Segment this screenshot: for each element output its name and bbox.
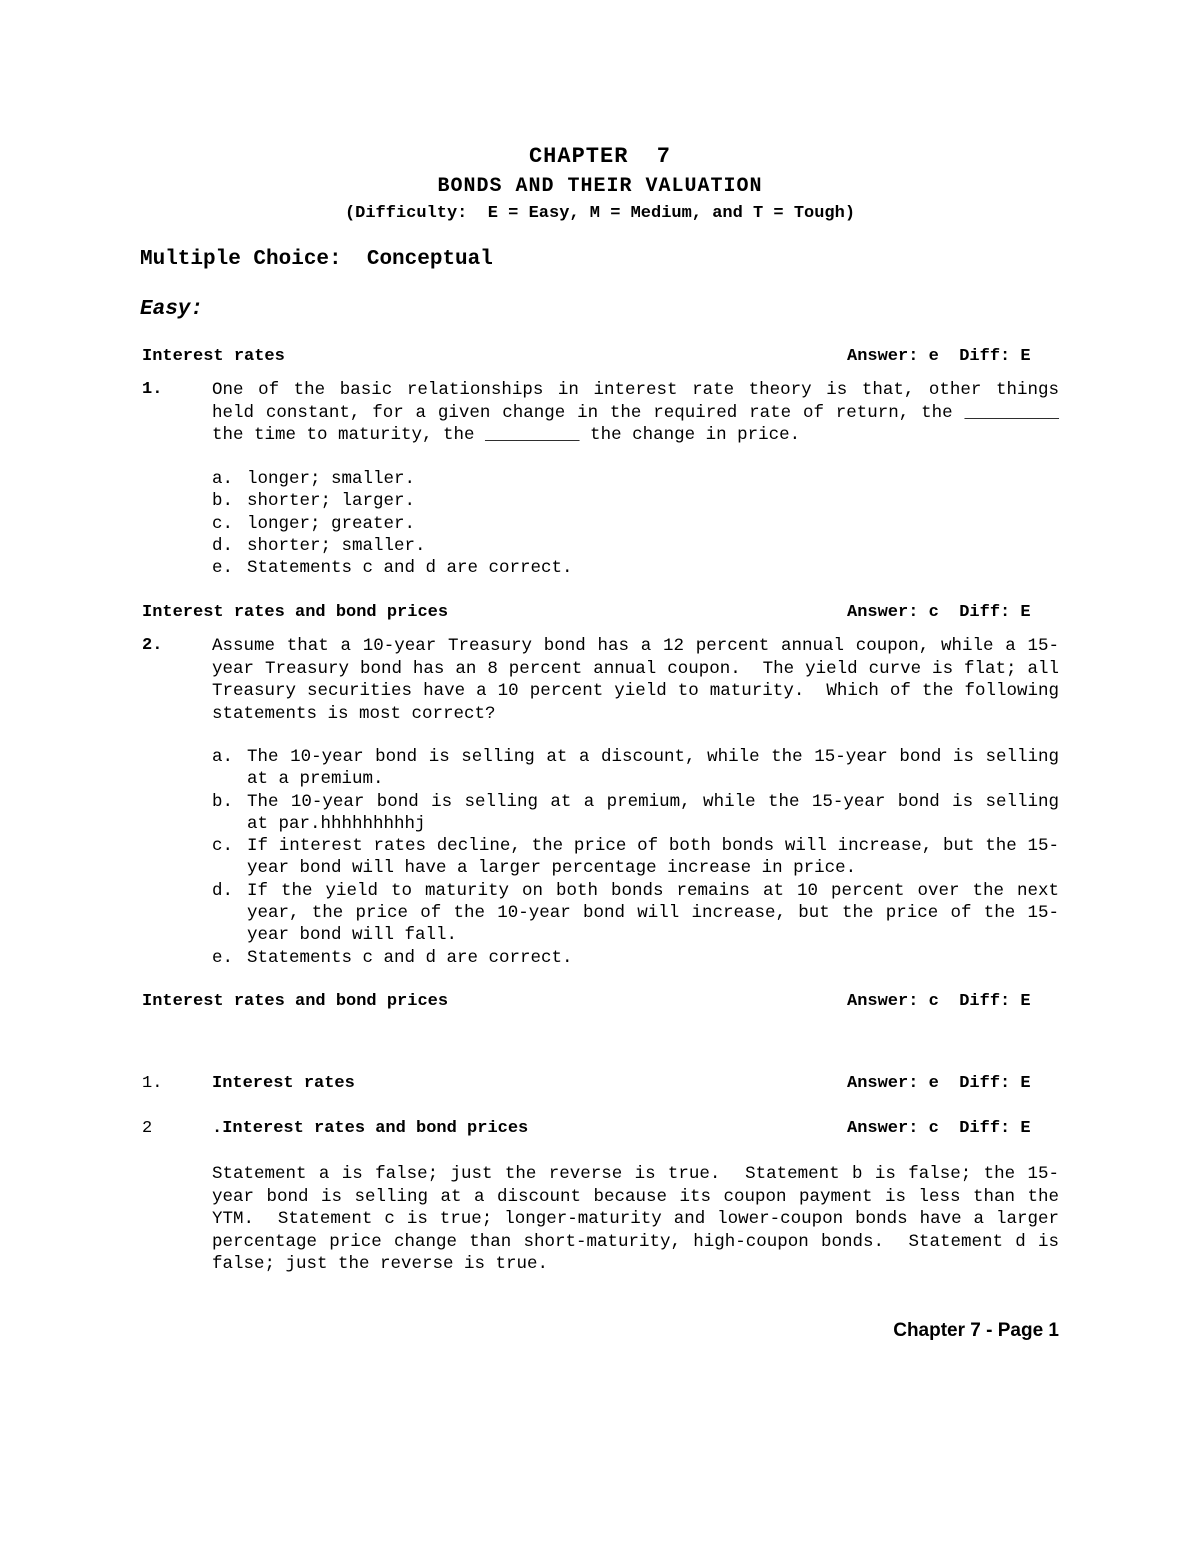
- question-2-option-c: [212, 835, 1059, 880]
- question-1-option-e: [212, 557, 1059, 579]
- solution-2-number: 2: [142, 1119, 153, 1138]
- option-text: longer; greater.: [247, 513, 416, 534]
- option-text: If interest rates decline, the price of both bonds will increase, but the 15-year bond will have a larger percentage increase in price.: [247, 836, 1059, 879]
- solution-1-answer: Answer: e Diff: E: [847, 1074, 1031, 1093]
- option-text: shorter; smaller.: [247, 535, 426, 556]
- question-1-options: [212, 468, 1059, 579]
- solution-2-topic: .Interest rates and bond prices: [212, 1119, 529, 1138]
- chapter-heading: CHAPTER 7: [528, 144, 672, 169]
- question-1-text: [212, 379, 1070, 447]
- question-2-number: 2.: [142, 636, 163, 655]
- option-text: If the yield to maturity on both bonds remains at 10 percent over the next year, the price of the 10-year bond will increase, but the price of the 15-year bond will fall.: [247, 880, 1059, 946]
- option-letter: c.: [212, 513, 234, 534]
- solution-1-topic: Interest rates: [212, 1074, 355, 1093]
- question-1-option-a: [212, 468, 1059, 490]
- solution-2-answer: Answer: c Diff: E: [847, 1119, 1031, 1138]
- option-letter: b.: [212, 491, 234, 512]
- question-1-answer: Answer: e Diff: E: [847, 347, 1031, 366]
- chapter-title: BONDS AND THEIR VALUATION: [437, 175, 763, 198]
- option-letter: a.: [212, 747, 234, 767]
- extra-question-topic: Interest rates and bond prices: [142, 992, 449, 1011]
- question-2-text: [212, 635, 1070, 725]
- option-text: The 10-year bond is selling at a premium, while the 15-year bond is selling at par.hhhhhhhhhj: [247, 791, 1059, 834]
- solution-2-explanation-text: Statement a is false; just the reverse is true. Statement b is false; the 15-year bond is selling at a discount because its coupon payment is less than the YTM. Statement c is true; longer-maturity and lower-coupon bonds have a larger percentage price change than short-maturity, high-coupon bonds. Statement d is false; just the reverse is true.: [212, 1164, 1070, 1274]
- solution-1-number: 1.: [142, 1074, 163, 1093]
- option-text: shorter; larger.: [247, 491, 416, 512]
- option-text: longer; smaller.: [247, 469, 416, 489]
- question-2-option-d: [212, 880, 1059, 947]
- page-footer: Chapter 7 - Page 1: [893, 1320, 1059, 1341]
- question-1-option-c: [212, 513, 1059, 535]
- question-2-option-e: [212, 947, 1059, 969]
- question-1-option-b: [212, 490, 1059, 512]
- extra-question-answer: Answer: c Diff: E: [847, 992, 1031, 1011]
- question-2-options: [212, 746, 1059, 969]
- option-letter: c.: [212, 836, 234, 857]
- question-2-body: Assume that a 10-year Treasury bond has a 12 percent annual coupon, while a 15-year Treasury bond has an 8 percent annual coupon. The yield curve is flat; all Treasury securities have a 10 percent yield to maturity. Which of the following statements is most correct?: [212, 636, 1070, 724]
- question-2-option-b: [212, 791, 1059, 836]
- option-text: Statements c and d are correct.: [247, 947, 573, 968]
- difficulty-legend: (Difficulty: E = Easy, M = Medium, and T = Tough): [344, 204, 856, 223]
- option-letter: a.: [212, 469, 234, 489]
- question-1-option-d: [212, 535, 1059, 557]
- option-text: Statements c and d are correct.: [247, 558, 573, 579]
- question-1-topic: Interest rates: [142, 347, 285, 366]
- question-1-number: 1.: [142, 380, 163, 399]
- question-1-body: One of the basic relationships in interest rate theory is that, other things held constant, for a given change in the required rate of return, the _________ the time to maturity, the _________ the change in price.: [212, 380, 1070, 445]
- question-2-answer: Answer: c Diff: E: [847, 603, 1031, 622]
- option-letter: b.: [212, 791, 234, 812]
- section-title: Multiple Choice: Conceptual: [140, 248, 493, 271]
- option-letter: d.: [212, 880, 234, 901]
- question-2-option-a: [212, 746, 1059, 791]
- option-text: The 10-year bond is selling at a discount, while the 15-year bond is selling at a premium.: [247, 747, 1059, 790]
- question-2-topic: Interest rates and bond prices: [142, 603, 449, 622]
- option-letter: d.: [212, 535, 234, 556]
- subsection-title: Easy:: [140, 298, 204, 321]
- solution-2-explanation: [212, 1163, 1070, 1276]
- option-letter: e.: [212, 558, 234, 579]
- option-letter: e.: [212, 947, 234, 968]
